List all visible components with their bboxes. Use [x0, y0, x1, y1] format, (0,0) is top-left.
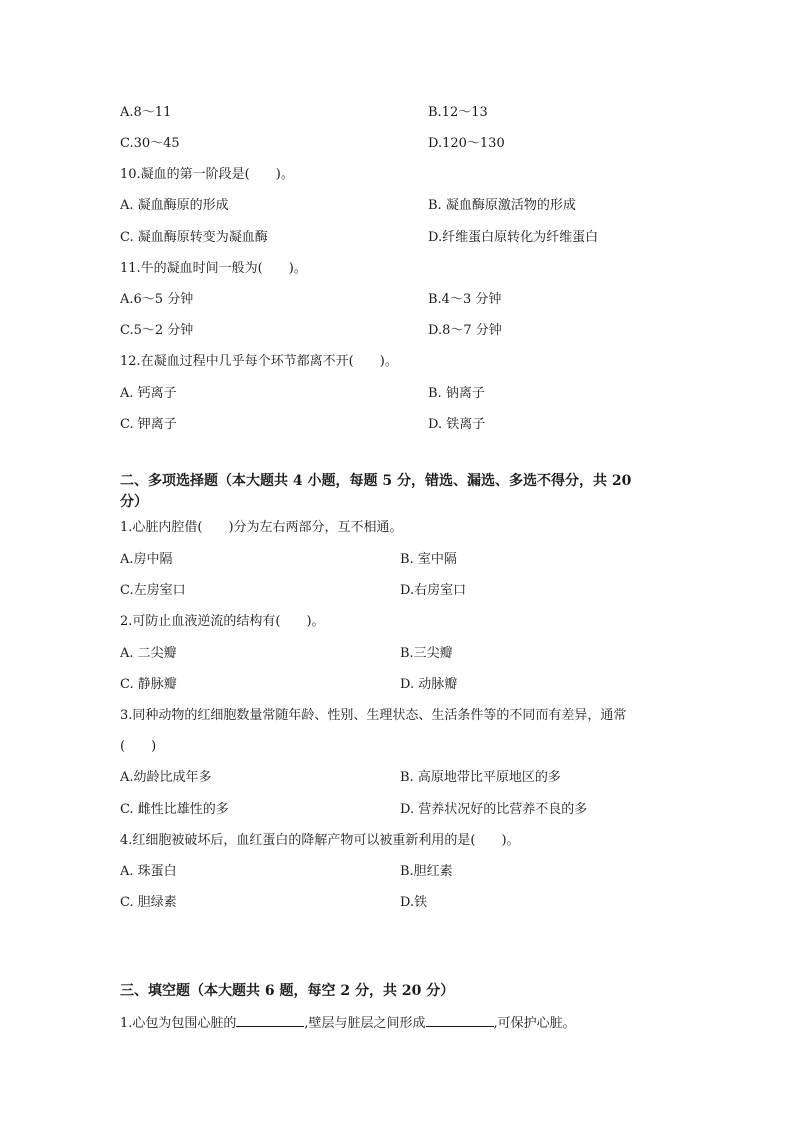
s3-q1-part2: ,壁层与脏层之间形成: [304, 1016, 426, 1031]
s2-q3-option-a: A.幼龄比成年多: [120, 770, 212, 785]
q9-option-b: B.12～13: [428, 105, 488, 120]
q11-option-c: C.5～2 分钟: [120, 323, 194, 338]
q10-question: 10.凝血的第一阶段是( )。: [120, 167, 294, 182]
s3-q1-blank-1[interactable]: [236, 1012, 304, 1027]
s2-q2-question: 2.可防止血液逆流的结构有( )。: [120, 614, 325, 629]
s2-q4-option-c: C. 胆绿素: [120, 895, 177, 910]
q11-option-d: D.8～7 分钟: [428, 323, 502, 338]
s2-q2-option-c: C. 静脉瓣: [120, 677, 177, 692]
q10-option-a: A. 凝血酶原的形成: [120, 198, 229, 213]
q12-option-a: A. 钙离子: [120, 386, 177, 401]
s2-q4-option-d: D.铁: [400, 895, 428, 910]
s2-q2-option-b: B.三尖瓣: [400, 646, 453, 661]
s2-q1-option-b: B. 室中隔: [400, 552, 457, 567]
q11-option-b: B.4～3 分钟: [428, 292, 502, 307]
s3-q1-blank-2[interactable]: [426, 1012, 494, 1027]
s2-q1-option-d: D.右房室口: [400, 583, 467, 598]
s2-q1-question: 1.心脏内腔借( )分为左右两部分，互不相通。: [120, 520, 403, 535]
s2-q1-option-a: A.房中隔: [120, 552, 173, 567]
q12-question: 12.在凝血过程中几乎每个环节都离不开( )。: [120, 354, 398, 369]
s3-q1-part1: 1.心包为包围心脏的: [120, 1016, 237, 1031]
s3-q1: [120, 1012, 576, 1033]
q11-option-a: A.6～5 分钟: [120, 292, 194, 307]
q11-question: 11.牛的凝血时间一般为( )。: [120, 261, 307, 276]
q12-option-b: B. 钠离子: [428, 386, 485, 401]
s2-q3-option-b: B. 高原地带比平原地区的多: [400, 770, 561, 785]
section2-heading: [120, 471, 690, 513]
q9-option-a: A.8～11: [120, 105, 172, 120]
s2-q2-option-d: D. 动脉瓣: [400, 677, 458, 692]
s2-q3-question-line2: ( ): [120, 739, 157, 754]
section2-heading-line2: 分）: [120, 494, 148, 510]
s2-q3-option-d: D. 营养状况好的比营养不良的多: [400, 802, 588, 817]
s2-q1-option-c: C.左房室口: [120, 583, 186, 598]
q10-option-d: D.纤维蛋白原转化为纤维蛋白: [428, 230, 599, 245]
s2-q4-option-a: A. 珠蛋白: [120, 864, 177, 879]
s2-q3-option-c: C. 雌性比雄性的多: [120, 802, 229, 817]
s2-q4-question: 4.红细胞被破坏后，血红蛋白的降解产物可以被重新利用的是( )。: [120, 833, 520, 848]
q10-option-c: C. 凝血酶原转变为凝血酶: [120, 230, 268, 245]
s2-q4-option-b: B.胆红素: [400, 864, 453, 879]
q9-option-c: C.30～45: [120, 136, 180, 151]
s3-q1-part3: ,可保护心脏。: [493, 1016, 576, 1031]
q9-option-d: D.120～130: [428, 136, 505, 151]
section2-heading-line1: 二、多项选择题（本大题共 4 小题，每题 5 分，错选、漏选、多选不得分，共 20: [120, 473, 632, 489]
s2-q3-question-line1: 3.同种动物的红细胞数量常随年龄、性别、生理状态、生活条件等的不同而有差异，通常: [120, 708, 627, 723]
q10-option-b: B. 凝血酶原激活物的形成: [428, 198, 576, 213]
section3-heading: 三、填空题（本大题共 6 题，每空 2 分，共 20 分）: [120, 983, 455, 999]
q12-option-d: D. 铁离子: [428, 417, 486, 432]
q12-option-c: C. 钾离子: [120, 417, 177, 432]
s2-q2-option-a: A. 二尖瓣: [120, 646, 177, 661]
